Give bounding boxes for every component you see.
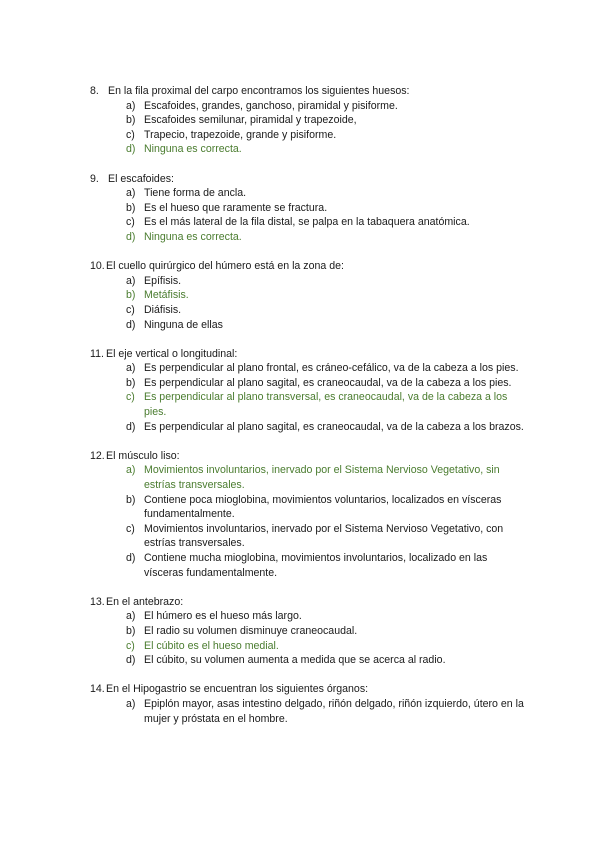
option-letter: a) — [126, 274, 136, 287]
option-letter: b) — [126, 624, 136, 637]
option-letter: a) — [126, 610, 136, 623]
option-a — [0, 99, 600, 114]
option-text: Ninguna es correcta. — [144, 143, 242, 156]
option-letter: b) — [126, 493, 136, 506]
option-letter: c) — [126, 522, 135, 535]
option-letter: d) — [126, 420, 136, 433]
option-letter: a) — [126, 99, 136, 112]
option-text: Diáfisis. — [144, 303, 182, 316]
option-b — [0, 113, 600, 128]
option-d — [0, 653, 600, 668]
option-letter: d) — [126, 318, 136, 331]
option-letter: d) — [126, 230, 136, 243]
option-b — [0, 624, 600, 639]
option-letter: a) — [126, 697, 136, 710]
question-13 — [0, 595, 600, 668]
question-header — [0, 259, 600, 274]
option-a-correct — [0, 463, 600, 492]
option-letter: c) — [126, 639, 135, 652]
option-text: Es el más lateral de la fila distal, se palpa en la tabaquera anatómica. — [144, 216, 470, 229]
question-number: 9. — [90, 172, 99, 185]
option-letter: b) — [126, 114, 136, 127]
question-text: El escafoides: — [108, 172, 174, 185]
question-number: 10. — [90, 260, 105, 273]
option-letter: d) — [126, 552, 136, 564]
option-text: Es perpendicular al plano frontal, es cráneo-cefálico, va de la cabeza a los pies. — [144, 362, 519, 375]
option-c — [0, 128, 600, 143]
question-number: 14. — [90, 683, 105, 696]
option-a — [0, 186, 600, 201]
option-letter: b) — [126, 289, 136, 302]
option-c-correct — [0, 390, 600, 419]
option-a — [0, 361, 600, 376]
option-a — [0, 697, 600, 726]
option-letter: b) — [126, 201, 136, 214]
option-text: Epífisis. — [144, 274, 182, 287]
option-text: Movimientos involuntarios, inervado por el Sistema Nervioso Vegetativo, con estrías transversales. — [144, 522, 504, 550]
option-text: Epiplón mayor, asas intestino delgado, riñón delgado, riñón izquierdo, útero en la mujer y próstata en el hombre. — [144, 697, 524, 725]
option-text: Contiene poca mioglobina, movimientos voluntarios, localizados en vísceras fundamentalmente. — [144, 493, 502, 521]
option-text: El húmero es el hueso más largo. — [144, 610, 302, 623]
option-text: Ninguna de ellas — [144, 318, 223, 331]
option-b-correct — [0, 288, 600, 303]
option-b — [0, 201, 600, 216]
question-header — [0, 449, 600, 464]
option-text: Tiene forma de ancla. — [144, 187, 247, 200]
question-text: En el Hipogastrio se encuentran los siguientes órganos: — [106, 683, 369, 696]
question-header — [0, 172, 600, 187]
question-text: El eje vertical o longitudinal: — [106, 347, 238, 360]
option-text: El cúbito, su volumen aumenta a medida que se acerca al radio. — [144, 654, 446, 667]
option-text: El cúbito es el hueso medial. — [144, 639, 279, 652]
option-text: Es perpendicular al plano sagital, es craneocaudal, va de la cabeza a los brazos. — [144, 420, 524, 433]
option-d — [0, 551, 600, 580]
option-text: Es perpendicular al plano transversal, es craneocaudal, va de la cabeza a los pies. — [144, 391, 508, 419]
question-text: El cuello quirúrgico del húmero está en la zona de: — [106, 260, 344, 273]
question-14 — [0, 682, 600, 726]
option-text: Metáfisis. — [144, 289, 189, 302]
option-letter: a) — [126, 362, 136, 375]
option-c-correct — [0, 639, 600, 654]
option-letter: c) — [126, 216, 135, 229]
question-header — [0, 595, 600, 610]
option-letter: c) — [126, 391, 135, 404]
option-b — [0, 493, 600, 522]
option-d-correct — [0, 230, 600, 245]
option-letter: c) — [126, 128, 135, 141]
option-letter: c) — [126, 303, 135, 316]
option-c — [0, 303, 600, 318]
option-text: Ninguna es correcta. — [144, 230, 242, 243]
option-letter: b) — [126, 376, 136, 389]
option-text: Escafoides semilunar, piramidal y trapezoide, — [144, 114, 357, 127]
option-text: Es el hueso que raramente se fractura. — [144, 201, 328, 214]
option-letter: a) — [126, 187, 136, 200]
option-text: Contiene mucha mioglobina, movimientos involuntarios, localizado en las vísceras fundamentalmente. — [144, 552, 488, 579]
option-text: Movimientos involuntarios, inervado por el Sistema Nervioso Vegetativo, sin estrías transversales. — [144, 464, 500, 492]
question-12 — [0, 449, 600, 580]
question-text: En el antebrazo: — [106, 595, 184, 608]
option-letter: d) — [126, 143, 136, 156]
question-9 — [0, 172, 600, 245]
question-11 — [0, 347, 600, 435]
option-text: Escafoides, grandes, ganchoso, piramidal y pisiforme. — [144, 99, 398, 112]
question-number: 8. — [90, 85, 99, 97]
option-letter: d) — [126, 654, 136, 667]
option-text: Trapecio, trapezoide, grande y pisiforme. — [144, 128, 337, 141]
question-number: 13. — [90, 595, 105, 608]
option-c — [0, 215, 600, 230]
option-d — [0, 420, 600, 435]
question-header — [0, 347, 600, 362]
option-a — [0, 274, 600, 289]
option-c — [0, 522, 600, 551]
question-header — [0, 84, 600, 99]
question-10 — [0, 259, 600, 332]
question-header — [0, 682, 600, 697]
question-text: En la fila proximal del carpo encontramos los siguientes huesos: — [108, 85, 410, 97]
option-letter: a) — [126, 464, 136, 477]
option-d-correct — [0, 142, 600, 157]
question-number: 11. — [90, 347, 104, 360]
option-d — [0, 318, 600, 333]
option-text: El radio su volumen disminuye craneocaudal. — [144, 624, 358, 637]
document-page — [0, 84, 600, 741]
question-8 — [0, 84, 600, 157]
option-text: Es perpendicular al plano sagital, es craneocaudal, va de la cabeza a los pies. — [144, 376, 512, 389]
question-number: 12. — [90, 449, 105, 462]
option-a — [0, 609, 600, 624]
option-b — [0, 376, 600, 391]
question-text: El músculo liso: — [106, 449, 180, 462]
